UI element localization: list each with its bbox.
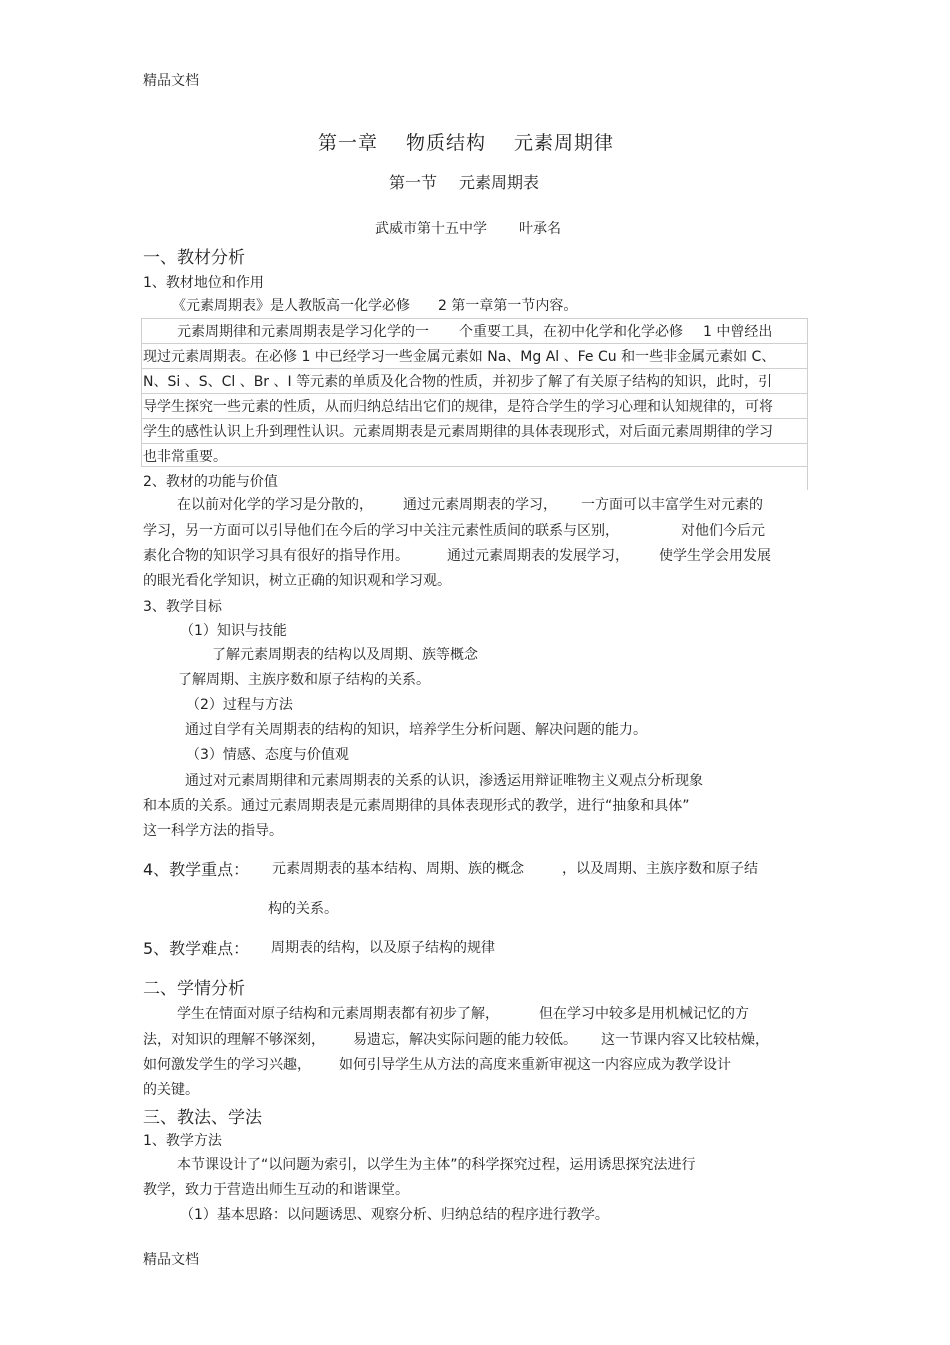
box-line-4: 导学生探究一些元素的性质，从而归纳总结出它们的规律，是符合学生的学习心理和认知规律的，可将 bbox=[143, 399, 773, 415]
goal-1-line-1: 了解元素周期表的结构以及周期、族等概念 bbox=[212, 647, 478, 663]
section-subtitle bbox=[389, 170, 539, 193]
subtitle-part1: 第一节 bbox=[389, 173, 438, 192]
para-value-3c: 使学生学会用发展 bbox=[659, 548, 771, 564]
para-learner-2c: 这一节课内容又比较枯燥， bbox=[601, 1032, 769, 1048]
para-method-3: （1）基本思路：以问题诱思、观察分析、归纳总结的程序进行教学。 bbox=[180, 1207, 609, 1223]
key-point-line-2: 构的关系。 bbox=[268, 901, 338, 917]
chapter-title bbox=[318, 128, 614, 155]
para-learner-3b: 如何引导学生从方法的高度来重新审视这一内容应成为教学设计 bbox=[339, 1057, 731, 1073]
box-line-1a: 元素周期律和元素周期表是学习化学的一 bbox=[177, 324, 429, 340]
para-value-3b: 通过元素周期表的发展学习， bbox=[447, 548, 629, 564]
goal-3-line-2: 和本质的关系。通过元素周期表是元素周期律的具体表现形式的教学，进行“抽象和具体” bbox=[143, 798, 690, 814]
para-value-2 bbox=[143, 520, 765, 540]
para-position-1a: 《元素周期表》是人教版高一化学必修 bbox=[172, 298, 410, 314]
author-line bbox=[375, 218, 561, 238]
para-learner-3a: 如何激发学生的学习兴趣， bbox=[143, 1057, 311, 1073]
para-value-1b: 通过元素周期表的学习， bbox=[403, 497, 557, 513]
box-rule bbox=[141, 393, 808, 394]
goal-1-heading: （1）知识与技能 bbox=[180, 623, 287, 639]
heading-sec1-2: 2、教材的功能与价值 bbox=[143, 474, 278, 490]
heading-sec1-1: 1、教材地位和作用 bbox=[143, 275, 264, 291]
para-value-3a: 素化合物的知识学习具有很好的指导作用。 bbox=[143, 548, 409, 564]
para-learner-1 bbox=[177, 1003, 749, 1023]
goal-3-line-1: 通过对元素周期律和元素周期表的关系的认识，渗透运用辩证唯物主义观点分析现象 bbox=[185, 773, 703, 789]
title-part2: 物质结构 bbox=[406, 132, 487, 154]
box-line-1b: 个重要工具，在初中化学和化学必修 bbox=[459, 324, 683, 340]
para-value-1c: 一方面可以丰富学生对元素的 bbox=[581, 497, 763, 513]
page-footer: 精品文档 bbox=[143, 1252, 199, 1268]
goal-1-line-2: 了解周期、主族序数和原子结构的关系。 bbox=[178, 672, 430, 688]
goal-3-line-3: 这一科学方法的指导。 bbox=[143, 823, 283, 839]
author-school: 武威市第十五中学 bbox=[375, 221, 487, 237]
key-point-label: 4、教学重点： bbox=[143, 860, 250, 879]
box-line-1c: 1 中曾经出 bbox=[703, 324, 773, 340]
key-point-line-1a: 元素周期表的基本结构、周期、族的概念 bbox=[272, 861, 524, 877]
key-point-line-1 bbox=[272, 858, 758, 878]
para-method-2: 教学，致力于营造出师生互动的和谐课堂。 bbox=[143, 1182, 409, 1198]
difficulty-label: 5、教学难点： bbox=[143, 939, 250, 958]
box-line-3: N、Si 、S、Cl 、Br 、I 等元素的单质及化合物的性质，并初步了解了有关原子结构的知识，此时，引 bbox=[143, 374, 773, 390]
para-method-1: 本节课设计了“以问题为索引，以学生为主体”的科学探究过程，运用诱思探究法进行 bbox=[177, 1157, 696, 1173]
para-learner-2 bbox=[143, 1029, 769, 1049]
key-point-line-1b: ，以及周期、主族序数和原子结 bbox=[562, 861, 758, 877]
box-line-1 bbox=[177, 321, 772, 341]
box-rule bbox=[141, 418, 808, 419]
heading-sec3: 三、教法、学法 bbox=[143, 1108, 262, 1128]
para-value-3 bbox=[143, 545, 771, 565]
title-part1: 第一章 bbox=[318, 132, 379, 154]
author-name: 叶承名 bbox=[519, 221, 561, 237]
para-value-1a: 在以前对化学的学习是分散的， bbox=[177, 497, 373, 513]
difficulty-line: 周期表的结构，以及原子结构的规律 bbox=[271, 940, 495, 956]
para-learner-2a: 法，对知识的理解不够深刻， bbox=[143, 1032, 325, 1048]
title-part3: 元素周期律 bbox=[514, 132, 615, 154]
para-value-2b: 对他们今后元 bbox=[681, 523, 765, 539]
para-learner-4: 的关键。 bbox=[143, 1082, 199, 1098]
subtitle-part2: 元素周期表 bbox=[459, 173, 540, 192]
heading-sec1: 一、教材分析 bbox=[143, 248, 245, 268]
para-value-2a: 学习，另一方面可以引导他们在今后的学习中关注元素性质间的联系与区别， bbox=[143, 523, 619, 539]
box-border-left bbox=[141, 318, 142, 466]
para-value-1 bbox=[177, 494, 763, 514]
heading-sec3-1: 1、教学方法 bbox=[143, 1133, 222, 1149]
box-line-6: 也非常重要。 bbox=[143, 449, 227, 465]
para-learner-2b: 易遗忘，解决实际问题的能力较低。 bbox=[353, 1032, 577, 1048]
para-learner-1a: 学生在情面对原子结构和元素周期表都有初步了解， bbox=[177, 1006, 499, 1022]
para-position-1b: 2 第一章第一节内容。 bbox=[438, 298, 578, 314]
para-learner-1b: 但在学习中较多是用机械记忆的方 bbox=[539, 1006, 749, 1022]
box-rule bbox=[141, 343, 808, 344]
heading-sec2: 二、学情分析 bbox=[143, 979, 245, 999]
box-line-5: 学生的感性认识上升到理性认识。元素周期表是元素周期律的具体表现形式，对后面元素周期律的学习 bbox=[143, 424, 773, 440]
para-value-4: 的眼光看化学知识，树立正确的知识观和学习观。 bbox=[143, 573, 451, 589]
para-learner-3 bbox=[143, 1054, 731, 1074]
box-border-bottom bbox=[141, 466, 808, 467]
box-border-top bbox=[141, 318, 808, 319]
page-header: 精品文档 bbox=[143, 73, 199, 89]
para-position-1 bbox=[172, 295, 577, 315]
goal-2-line-1: 通过自学有关周期表的结构的知识，培养学生分析问题、解决问题的能力。 bbox=[185, 722, 647, 738]
goal-3-heading: （3）情感、态度与价值观 bbox=[186, 747, 349, 763]
box-rule bbox=[141, 443, 808, 444]
box-border-right bbox=[807, 318, 808, 490]
goal-2-heading: （2）过程与方法 bbox=[186, 697, 293, 713]
box-rule bbox=[141, 368, 808, 369]
box-line-2: 现过元素周期表。在必修 1 中已经学习一些金属元素如 Na、Mg Al 、Fe Cu 和一些非金属元素如 C、 bbox=[143, 349, 776, 365]
heading-sec1-3: 3、教学目标 bbox=[143, 599, 222, 615]
